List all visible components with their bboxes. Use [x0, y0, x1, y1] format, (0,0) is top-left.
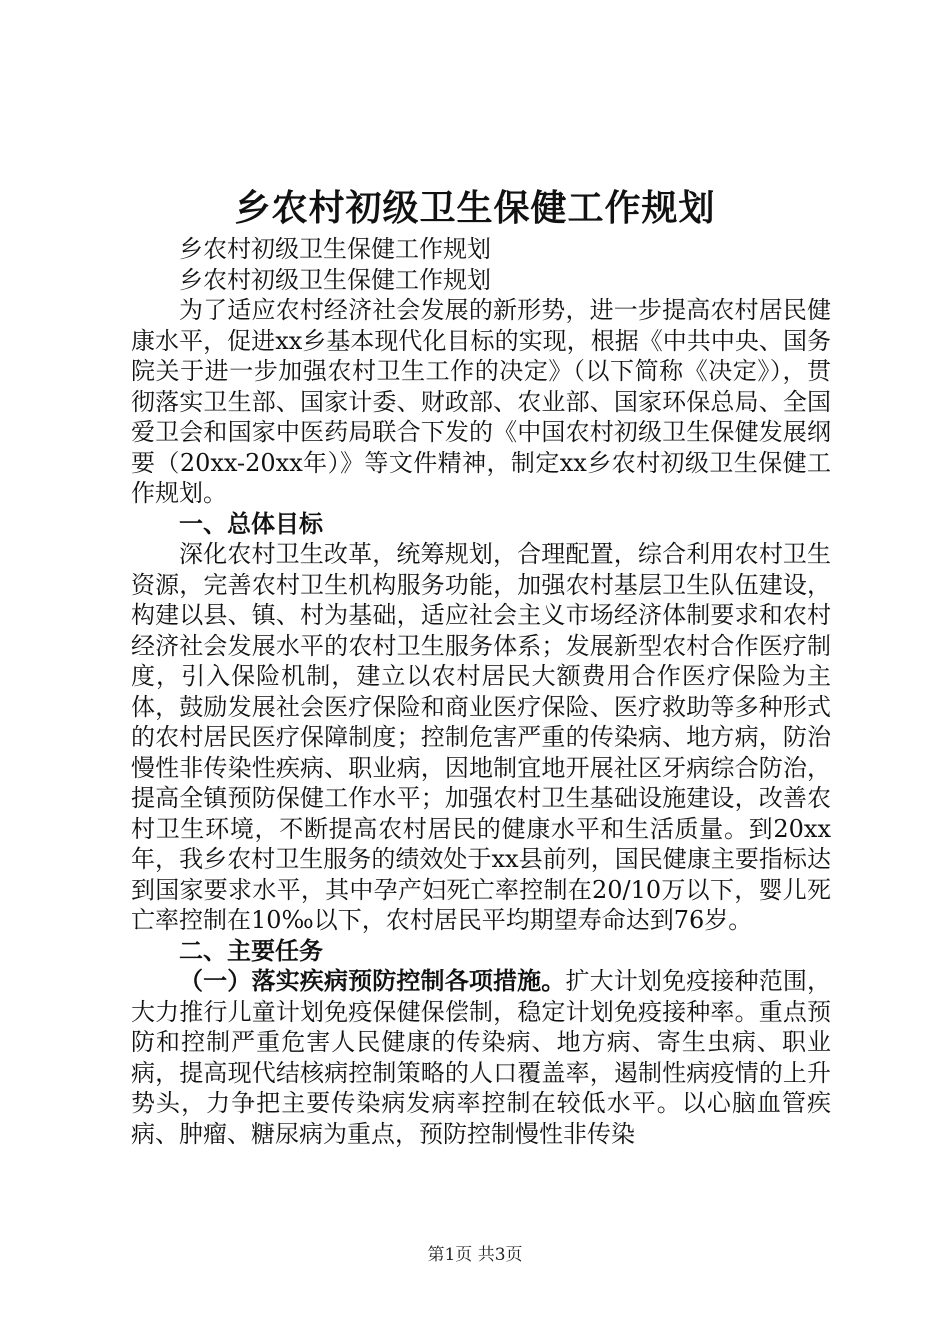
document-title: 乡农村初级卫生保健工作规划: [234, 187, 716, 229]
item-1-text: 扩大计划免疫接种范围，大力推行儿童计划免疫保健保偿制，稳定计划免疫接种率。重点预防和控制严重危害人民健康的传染病、地方病、寄生虫病、职业病，提高现代结核病控制策略的人口覆盖率，遏制性病疫情的上升势头，力争把主要传染病发病率控制在较低水平。以心脑血管疾病、肿瘤、糖尿病为重点，预防控制慢性非传染: [131, 967, 832, 1148]
section-2-item-1: [131, 966, 831, 1149]
page-footer: 第1页 共3页: [427, 1245, 523, 1265]
section-2-heading: 二、主要任务: [179, 935, 323, 965]
section-1-paragraph: 深化农村卫生改革，统筹规划，合理配置，综合利用农村卫生资源，完善农村卫生机构服务功能，加强农村基层卫生队伍建设，构建以县、镇、村为基础，适应社会主义市场经济体制要求和农村经济社会发展水平的农村卫生服务体系；发展新型农村合作医疗制度，引入保险机制，建立以农村居民大额费用合作医疗保险为主体，鼓励发展社会医疗保险和商业医疗保险、医疗救助等多种形式的农村居民医疗保障制度；控制危害严重的传染病、地方病，防治慢性非传染性疾病、职业病，因地制宜地开展社区牙病综合防治，提高全镇预防保健工作水平；加强农村卫生基础设施建设，改善农村卫生环境，不断提高农村居民的健康水平和生活质量。到20xx年，我乡农村卫生服务的绩效处于xx县前列，国民健康主要指标达到国家要求水平，其中孕产妇死亡率控制在20/10万以下，婴儿死亡率控制在10‰以下，农村居民平均期望寿命达到76岁。: [131, 540, 831, 934]
subtitle-line-1: 乡农村初级卫生保健工作规划: [179, 235, 491, 263]
item-1-lead: （一）落实疾病预防控制各项措施。: [179, 966, 566, 995]
intro-paragraph: 为了适应农村经济社会发展的新形势，进一步提高农村居民健康水平，促进xx乡基本现代化目标的实现，根据《中共中央、国务院关于进一步加强农村卫生工作的决定》（以下简称《决定》），贯彻落实卫生部、国家计委、财政部、农业部、国家环保总局、全国爱卫会和国家中医药局联合下发的《中国农村初级卫生保健发展纲要（20xx-20xx年）》等文件精神，制定xx乡农村初级卫生保健工作规划。: [131, 296, 831, 507]
section-1-heading: 一、总体目标: [179, 508, 323, 538]
document-body: [131, 234, 831, 1149]
subtitle-line-2: 乡农村初级卫生保健工作规划: [179, 265, 491, 294]
